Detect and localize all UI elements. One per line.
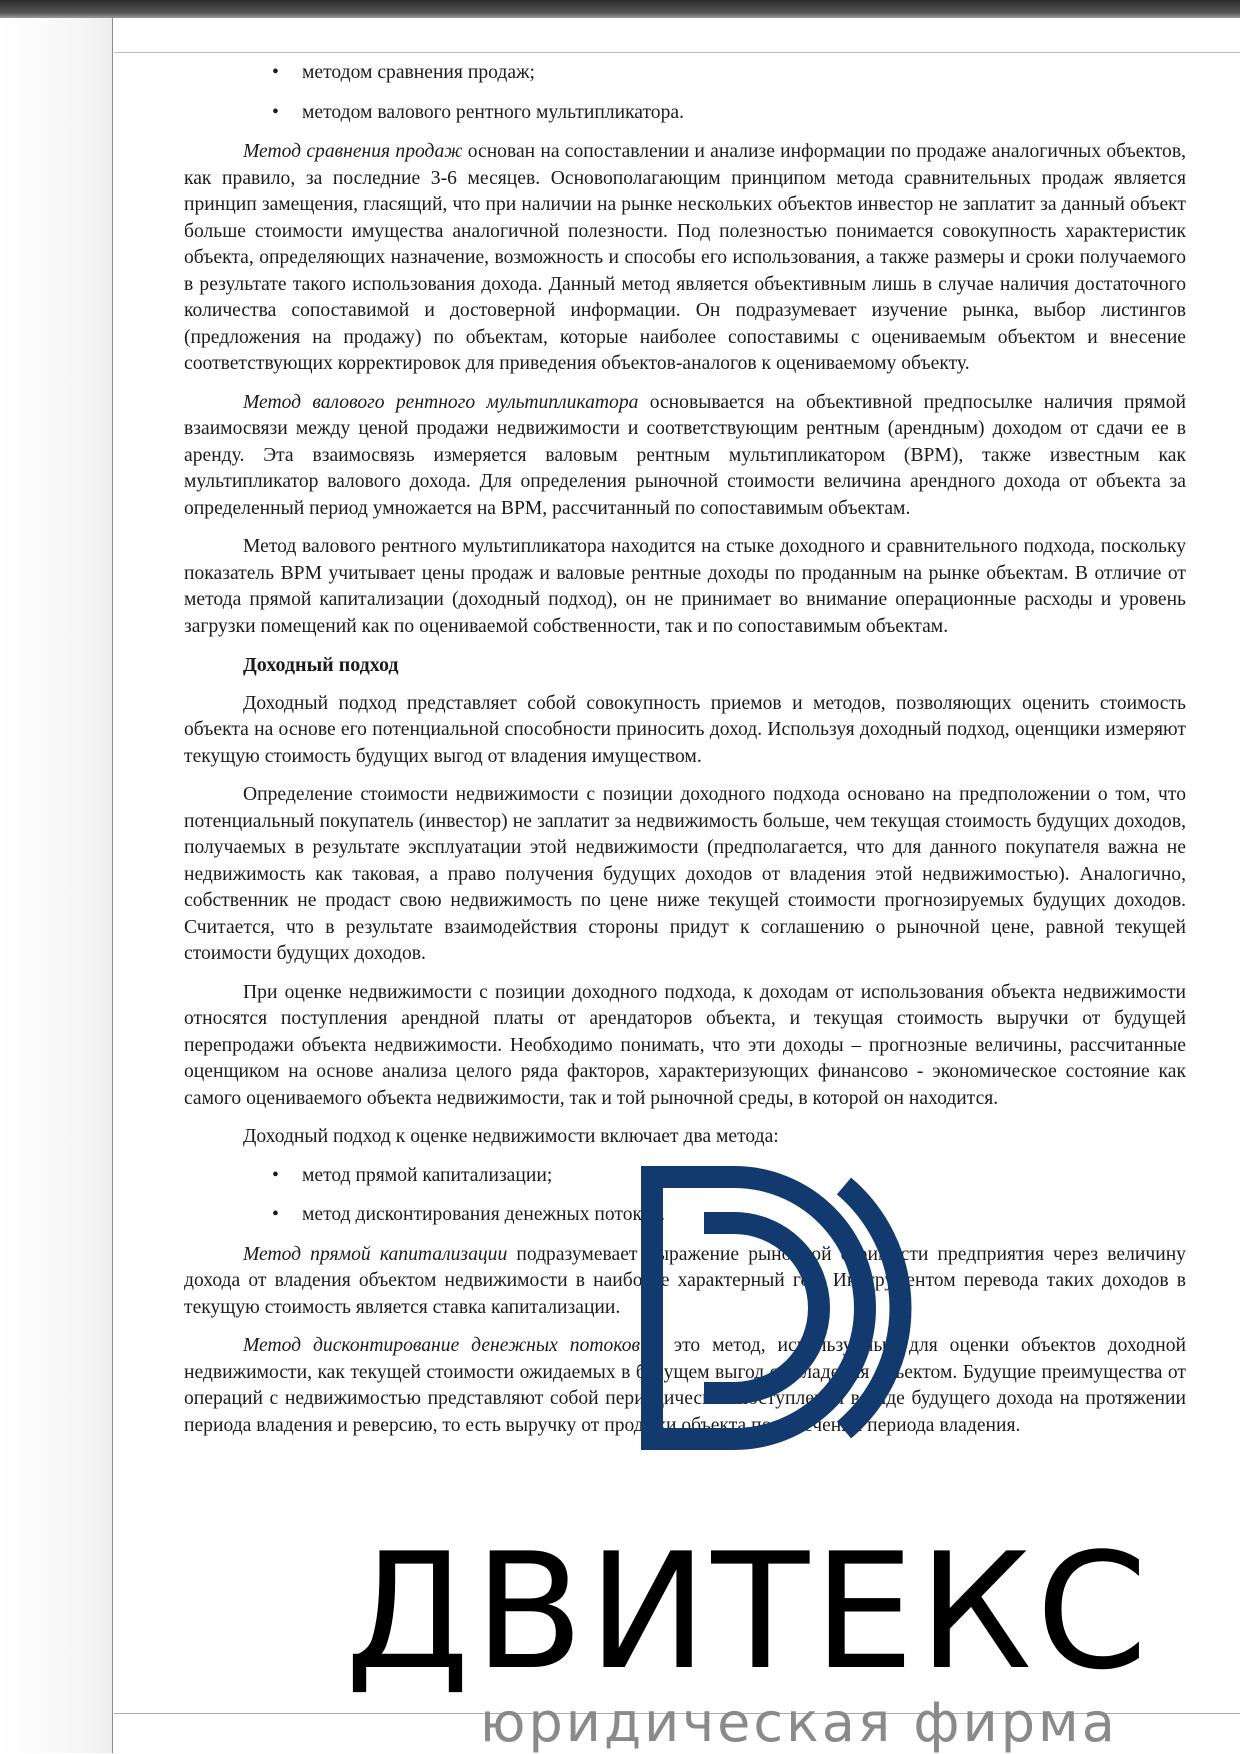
paragraph-grm-method: Метод валового рентного мультипликатора основывается на объективной предпосылке наличия прямой взаимосвязи между ценой продажи недвижимости и соответствующим рентным (арендным) доходом от сдачи ее в аренду. Эта взаимосвязь измеряется валовым рентным мультипликатором (ВРМ), также известным как мультипликатор валового дохода. Для определения рыночной стоимости величина арендного дохода от объекта за определенный период умножается на ВРМ, рассчитанный по сопоставимым объектам. bbox=[184, 391, 1186, 519]
paragraph-income-methods-intro: Доходный подход к оценке недвижимости включает два метода: bbox=[243, 1126, 779, 1147]
income-methods-list bbox=[184, 1163, 1186, 1229]
paragraph-income-sources: При оценке недвижимости с позиции доходного подхода, к доходам от использования объекта недвижимости относятся поступления арендной платы от арендаторов объекта, и текущая стоимость выручки от будущей перепродажи объекта недвижимости. Необходимо понимать, что эти доходы – прогнозные величины, рассчитанные оценщиком на основе анализа целого ряда факторов, характеризующих финансово - экономическое состояние как самого оцениваемого объекта недвижимости, так и той рыночной среды, в которой он находится. bbox=[184, 981, 1186, 1109]
term-sales-comparison: Метод сравнения продаж bbox=[243, 141, 463, 162]
scan-binding-margin bbox=[0, 18, 113, 1753]
list-item: • методом валового рентного мультипликатора. bbox=[184, 100, 1186, 127]
list-item: • метод дисконтирования денежных потоков. bbox=[184, 1202, 1186, 1229]
paragraph-dcf-method: Метод дисконтирование денежных потоков – это метод, используемый для оценки объектов доходной недвижимости, как текущей стоимости ожидаемых в будущем выгод от владения объектом. Будущие преимущества от операций с недвижимостью представляют собой периодические поступления в виде будущего дохода на протяжении периода владения и реверсию, то есть выручку от продажи объекта по истечении периода владения. bbox=[184, 1335, 1186, 1436]
brand-name: ДВИТЕКС bbox=[345, 1518, 1152, 1705]
bullet-icon: • bbox=[272, 62, 279, 83]
bullet-icon: • bbox=[272, 1164, 279, 1186]
term-direct-capitalization: Метод прямой капитализации bbox=[243, 1243, 508, 1265]
brand-subtitle: юридическая фирма bbox=[480, 1691, 1118, 1754]
paragraph-grm-position: Метод валового рентного мультипликатора находится на стыке доходного и сравнительного подхода, поскольку показатель ВРМ учитывает цены продаж и валовые рентные доходы по проданным на рынке объектам. В отличие от метода прямой капитализации (доходный подход), он не принимает во внимание операционные расходы и уровень загрузки помещений как по оцениваемой собственности, так и по сопоставимым объектам. bbox=[184, 536, 1186, 637]
paragraph-direct-capitalization: Метод прямой капитализации подразумевает выражение рыночной стоимости предприятия через величину дохода от владения объектом недвижимости в наиболее характерный год. Инструментом перевода таких доходов в текущую стоимость является ставка капитализации. bbox=[184, 1243, 1186, 1318]
paragraph-sales-comparison: Метод сравнения продаж основан на сопоставлении и анализе информации по продаже аналогичных объектов, как правило, за последние 3-6 месяцев. Основополагающим принципом метода сравнительных продаж является принцип замещения, гласящий, что при наличии на рынке нескольких объектов инвестор не заплатит за данный объект больше стоимости имущества аналогичной полезности. Под полезностью понимается совокупность характеристик объекта, определяющих назначение, возможность и способы его использования, а также размеры и сроки получаемого в результате такого использования дохода. Данный метод является объективным лишь в случае наличия достаточного количества сопоставимой и достоверной информации. Он подразумевает изучение рынка, выбор листингов (предложения на продажу) по объектам, которые наиболее сопоставимы с оцениваемым объектом и внесение соответствующих корректировок для приведения объектов-аналогов к оцениваемому объекту. bbox=[184, 141, 1186, 374]
section-heading-income-approach: Доходный подход bbox=[243, 654, 399, 676]
term-grm-method: Метод валового рентного мультипликатора bbox=[243, 391, 639, 413]
term-dcf-method: Метод дисконтирование денежных потоков bbox=[243, 1335, 641, 1356]
paragraph-income-valuation: Определение стоимости недвижимости с позиции доходного подхода основано на предположении о том, что потенциальный покупатель (инвестор) не заплатит за недвижимость больше, чем текущая стоимость будущих доходов, получаемых в результате эксплуатации этой недвижимости (предполагается, что для данного покупателя важна не недвижимость как таковая, а право получения будущих доходов от владения этой недвижимостью). Аналогично, собственник не продаст свою недвижимость по цене ниже текущей стоимости прогнозируемых будущих доходов. Считается, что в результате взаимодействия стороны придут к соглашению о рыночной цене, равной текущей стоимости будущих доходов. bbox=[184, 784, 1186, 964]
document-page bbox=[184, 60, 1186, 1451]
scan-dark-edge bbox=[0, 0, 1240, 18]
paragraph-income-definition: Доходный подход представляет собой совокупность приемов и методов, позволяющих оценить стоимость объекта на основе его потенциальной способности приносить доход. Используя доходный подход, оценщики измеряют текущую стоимость будущих выгод от владения имуществом. bbox=[184, 692, 1186, 767]
top-page-rule bbox=[114, 52, 1240, 53]
approach-methods-list bbox=[184, 60, 1186, 126]
list-item: • методом сравнения продаж; bbox=[184, 60, 1186, 87]
list-item: • метод прямой капитализации; bbox=[184, 1163, 1186, 1190]
bullet-icon: • bbox=[272, 1204, 279, 1225]
bullet-icon: • bbox=[272, 101, 279, 123]
bottom-page-rule bbox=[114, 1713, 1240, 1714]
